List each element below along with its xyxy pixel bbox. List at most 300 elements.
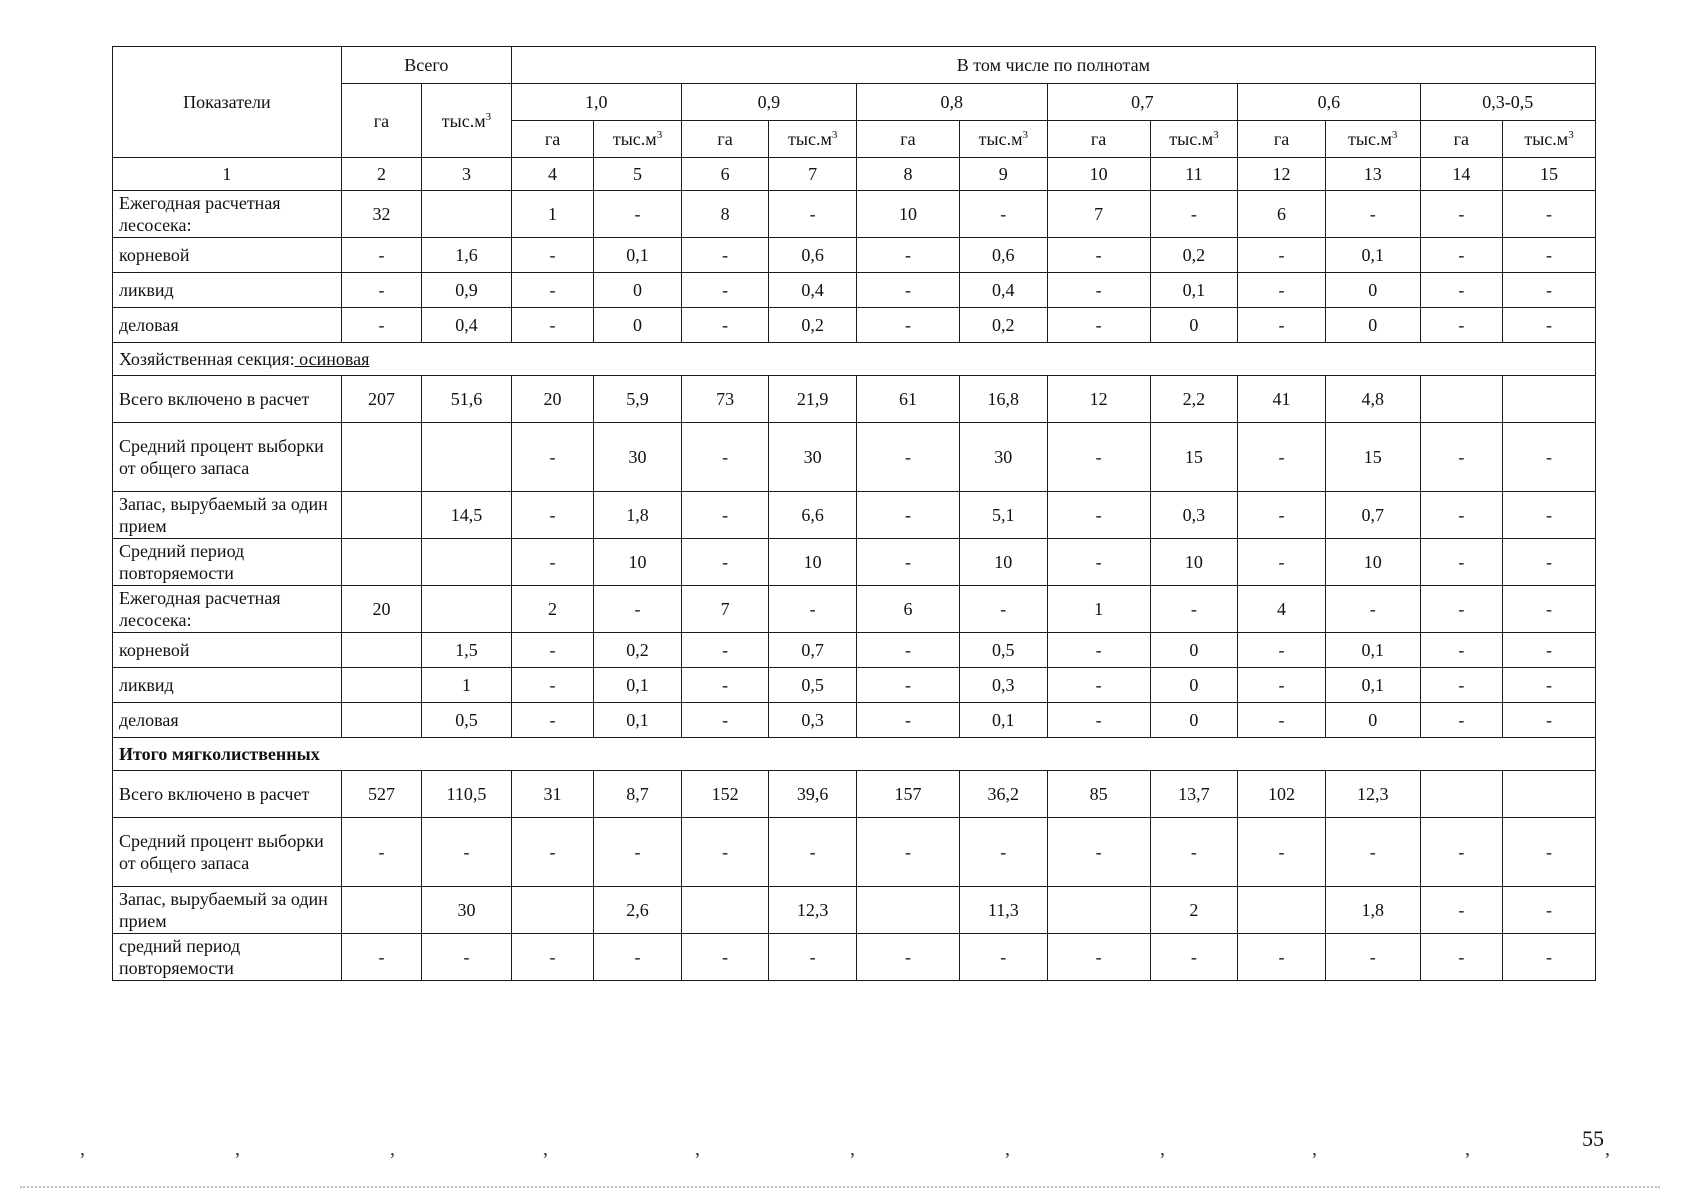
table-cell: 6 xyxy=(1238,191,1326,238)
table-cell: - xyxy=(511,539,593,586)
table-cell: - xyxy=(511,818,593,887)
unit-volume-header: $тыс.м^3$ xyxy=(769,121,857,158)
table-cell: 4 xyxy=(1238,586,1326,633)
table-cell xyxy=(341,492,421,539)
table-cell: - xyxy=(1238,492,1326,539)
table-cell: - xyxy=(1503,668,1596,703)
column-number: 4 xyxy=(511,158,593,191)
table-cell: 15 xyxy=(1150,423,1238,492)
table-cell: 12,3 xyxy=(1325,771,1420,818)
unit-volume-header: $тыс.м^3$ xyxy=(1325,121,1420,158)
table-cell: - xyxy=(1420,308,1502,343)
table-cell: - xyxy=(681,703,769,738)
table-cell: 14,5 xyxy=(422,492,512,539)
table-cell: 0 xyxy=(1150,703,1238,738)
row-label: Всего включено в расчет xyxy=(113,376,342,423)
table-cell: 0,3 xyxy=(960,668,1048,703)
table-cell: 20 xyxy=(341,586,421,633)
unit-volume-header: $тыс.м^3$ xyxy=(594,121,682,158)
table-cell: - xyxy=(856,818,959,887)
table-row xyxy=(113,238,1596,273)
header-total-ha: га xyxy=(341,84,421,158)
table-cell: - xyxy=(1238,423,1326,492)
table-cell: 16,8 xyxy=(960,376,1048,423)
row-label: ликвид xyxy=(113,273,342,308)
table-cell: 10 xyxy=(769,539,857,586)
section-row-aspen xyxy=(113,343,1596,376)
column-number: 12 xyxy=(1238,158,1326,191)
table-cell: 4,8 xyxy=(1325,376,1420,423)
table-cell: 0 xyxy=(1150,633,1238,668)
table-cell: - xyxy=(594,586,682,633)
table-cell: - xyxy=(1503,273,1596,308)
table-cell: - xyxy=(594,191,682,238)
table-container xyxy=(112,46,1596,981)
table-cell: - xyxy=(1420,238,1502,273)
column-number: 1 xyxy=(113,158,342,191)
table-cell: 1,5 xyxy=(422,633,512,668)
table-cell: - xyxy=(1420,586,1502,633)
table-cell xyxy=(1503,771,1596,818)
section-title: Хозяйственная секция: осиновая xyxy=(113,343,1596,376)
column-number: 8 xyxy=(856,158,959,191)
table-cell: 0,1 xyxy=(1150,273,1238,308)
table-cell: - xyxy=(1503,423,1596,492)
column-number: 9 xyxy=(960,158,1048,191)
table-cell: - xyxy=(1420,818,1502,887)
unit-volume-header: $тыс.м^3$ xyxy=(1150,121,1238,158)
table-cell: - xyxy=(681,668,769,703)
table-cell: 39,6 xyxy=(769,771,857,818)
unit-volume-header: $тыс.м^3$ xyxy=(960,121,1048,158)
column-number: 13 xyxy=(1325,158,1420,191)
table-row xyxy=(113,887,1596,934)
table-cell: - xyxy=(1503,934,1596,981)
table-cell: - xyxy=(341,273,421,308)
table-cell: - xyxy=(511,703,593,738)
row-label: корневой xyxy=(113,238,342,273)
table-cell: - xyxy=(1238,308,1326,343)
table-cell: - xyxy=(856,934,959,981)
table-cell: 7 xyxy=(681,586,769,633)
table-cell: 0,3 xyxy=(1150,492,1238,539)
table-cell: - xyxy=(1047,238,1150,273)
table-header xyxy=(113,47,1596,158)
table-cell: - xyxy=(681,273,769,308)
unit-ha-header: га xyxy=(511,121,593,158)
table-cell xyxy=(1238,887,1326,934)
column-number: 6 xyxy=(681,158,769,191)
header-total-vol: $тыс.м^3$ xyxy=(422,84,512,158)
table-cell: - xyxy=(681,539,769,586)
table-cell: 13,7 xyxy=(1150,771,1238,818)
table-cell: 0,1 xyxy=(1325,238,1420,273)
row-label: ликвид xyxy=(113,668,342,703)
table-cell: - xyxy=(341,308,421,343)
table-cell: - xyxy=(1150,818,1238,887)
table-cell: 5,1 xyxy=(960,492,1048,539)
table-cell: - xyxy=(769,934,857,981)
table-cell xyxy=(341,703,421,738)
table-cell: - xyxy=(1047,818,1150,887)
table-cell: - xyxy=(511,934,593,981)
unit-ha-header: га xyxy=(1238,121,1326,158)
table-cell: 0,1 xyxy=(960,703,1048,738)
table-cell: - xyxy=(681,238,769,273)
table-cell: - xyxy=(681,423,769,492)
density-header: 0,9 xyxy=(681,84,856,121)
table-cell: - xyxy=(1420,191,1502,238)
table-cell: - xyxy=(1503,887,1596,934)
table-cell: 0,5 xyxy=(422,703,512,738)
table-cell: - xyxy=(1503,238,1596,273)
table-cell: - xyxy=(511,633,593,668)
table-cell: 527 xyxy=(341,771,421,818)
header-including-density: В том числе по полнотам xyxy=(511,47,1595,84)
table-cell: - xyxy=(511,492,593,539)
table-cell: - xyxy=(1325,191,1420,238)
row-label: деловая xyxy=(113,703,342,738)
table-cell: - xyxy=(769,818,857,887)
table-cell: - xyxy=(1420,934,1502,981)
table-cell xyxy=(341,887,421,934)
table-cell: - xyxy=(1503,818,1596,887)
table-cell: - xyxy=(960,191,1048,238)
table-row xyxy=(113,308,1596,343)
table-cell: - xyxy=(1325,934,1420,981)
table-cell: - xyxy=(1420,633,1502,668)
table-cell xyxy=(1047,887,1150,934)
table-cell: 0,7 xyxy=(769,633,857,668)
table-cell: 0,5 xyxy=(769,668,857,703)
table-cell: 0,4 xyxy=(422,308,512,343)
table-cell xyxy=(1503,376,1596,423)
table-cell: - xyxy=(1420,423,1502,492)
table-cell: - xyxy=(341,934,421,981)
table-cell: - xyxy=(1238,934,1326,981)
row-label: Средний процент выборки от общего запаса xyxy=(113,423,342,492)
table-cell: 12,3 xyxy=(769,887,857,934)
density-header: 0,7 xyxy=(1047,84,1238,121)
table-cell: - xyxy=(1047,492,1150,539)
table-cell: - xyxy=(769,191,857,238)
table-cell: 0,1 xyxy=(1325,668,1420,703)
table-cell: - xyxy=(1503,633,1596,668)
table-cell: - xyxy=(1420,492,1502,539)
table-cell: 5,9 xyxy=(594,376,682,423)
column-number-row xyxy=(113,158,1596,191)
table-cell: - xyxy=(681,934,769,981)
table-cell: 41 xyxy=(1238,376,1326,423)
density-header: 0,8 xyxy=(856,84,1047,121)
table-cell: - xyxy=(422,818,512,887)
table-cell: 0 xyxy=(1325,308,1420,343)
table-cell: - xyxy=(1503,703,1596,738)
table-cell: - xyxy=(1420,539,1502,586)
table-cell: - xyxy=(1420,273,1502,308)
column-number: 15 xyxy=(1503,158,1596,191)
table-cell: - xyxy=(511,273,593,308)
table-cell: 0 xyxy=(594,273,682,308)
table-cell: 0,5 xyxy=(960,633,1048,668)
table-cell: - xyxy=(856,238,959,273)
table-cell: - xyxy=(511,668,593,703)
column-number: 7 xyxy=(769,158,857,191)
table-cell: 30 xyxy=(960,423,1048,492)
table-cell: 0,4 xyxy=(769,273,857,308)
table-cell: 10 xyxy=(960,539,1048,586)
table-row xyxy=(113,273,1596,308)
table-cell: - xyxy=(960,586,1048,633)
table-cell: 73 xyxy=(681,376,769,423)
table-cell: - xyxy=(1238,273,1326,308)
column-number: 5 xyxy=(594,158,682,191)
table-cell: - xyxy=(341,818,421,887)
table-cell: 152 xyxy=(681,771,769,818)
unit-volume-header: $тыс.м^3$ xyxy=(1503,121,1596,158)
table-row xyxy=(113,818,1596,887)
table-cell: 0 xyxy=(1325,273,1420,308)
table-cell: - xyxy=(1503,191,1596,238)
table-cell: 10 xyxy=(1325,539,1420,586)
table-cell: - xyxy=(1047,273,1150,308)
table-row xyxy=(113,633,1596,668)
unit-ha-header: га xyxy=(1047,121,1150,158)
table-cell: 2,6 xyxy=(594,887,682,934)
table-cell: - xyxy=(1325,818,1420,887)
row-label: деловая xyxy=(113,308,342,343)
table-cell: - xyxy=(594,934,682,981)
table-cell: - xyxy=(1047,539,1150,586)
table-cell: 6,6 xyxy=(769,492,857,539)
table-cell: - xyxy=(1503,539,1596,586)
table-cell: 0,7 xyxy=(1325,492,1420,539)
row-label: Ежегодная расчетная лесосека: xyxy=(113,586,342,633)
table-cell: 1 xyxy=(422,668,512,703)
table-cell: 11,3 xyxy=(960,887,1048,934)
row-label: Средний процент выборки от общего запаса xyxy=(113,818,342,887)
table-cell: - xyxy=(511,423,593,492)
table-cell: - xyxy=(1150,191,1238,238)
table-cell: - xyxy=(1503,586,1596,633)
table-cell: - xyxy=(1503,308,1596,343)
table-cell: 0,9 xyxy=(422,273,512,308)
table-cell: 21,9 xyxy=(769,376,857,423)
table-cell: - xyxy=(1238,238,1326,273)
table-cell xyxy=(341,668,421,703)
table-cell: - xyxy=(1047,308,1150,343)
table-cell: - xyxy=(856,668,959,703)
table-cell xyxy=(422,539,512,586)
page-number: 55 xyxy=(1582,1126,1604,1151)
density-header: 0,6 xyxy=(1238,84,1420,121)
table-body xyxy=(113,158,1596,981)
column-number: 11 xyxy=(1150,158,1238,191)
table-cell: 0,3 xyxy=(769,703,857,738)
table-cell xyxy=(1420,376,1502,423)
forest-data-table xyxy=(112,46,1596,981)
table-cell: 8,7 xyxy=(594,771,682,818)
section-row-softwood-total xyxy=(113,738,1596,771)
table-cell xyxy=(856,887,959,934)
table-cell: 0,6 xyxy=(769,238,857,273)
table-cell: 207 xyxy=(341,376,421,423)
table-cell: - xyxy=(960,818,1048,887)
table-cell: - xyxy=(1238,633,1326,668)
table-cell xyxy=(422,423,512,492)
column-number: 3 xyxy=(422,158,512,191)
section-title: Итого мягколиственных xyxy=(113,738,1596,771)
table-cell: - xyxy=(1325,586,1420,633)
table-cell xyxy=(422,191,512,238)
table-cell: - xyxy=(681,818,769,887)
table-cell: 0,1 xyxy=(594,668,682,703)
table-cell: 0,1 xyxy=(594,238,682,273)
table-cell: 0,2 xyxy=(1150,238,1238,273)
table-cell: 1,8 xyxy=(594,492,682,539)
table-cell: 0 xyxy=(1150,668,1238,703)
table-cell: 20 xyxy=(511,376,593,423)
table-cell: 30 xyxy=(422,887,512,934)
table-cell: - xyxy=(856,423,959,492)
table-cell: - xyxy=(1420,668,1502,703)
table-cell: - xyxy=(856,308,959,343)
table-cell: - xyxy=(1150,586,1238,633)
table-cell xyxy=(422,586,512,633)
table-cell: 51,6 xyxy=(422,376,512,423)
table-row xyxy=(113,934,1596,981)
table-row xyxy=(113,668,1596,703)
table-cell: 0,1 xyxy=(594,703,682,738)
table-cell: 102 xyxy=(1238,771,1326,818)
table-row xyxy=(113,376,1596,423)
table-row xyxy=(113,191,1596,238)
row-label: Всего включено в расчет xyxy=(113,771,342,818)
table-cell: 30 xyxy=(769,423,857,492)
table-cell: - xyxy=(681,308,769,343)
table-cell: - xyxy=(1238,818,1326,887)
table-row xyxy=(113,703,1596,738)
table-cell: - xyxy=(856,273,959,308)
table-cell: - xyxy=(769,586,857,633)
row-label: Запас, вырубаемый за один прием xyxy=(113,887,342,934)
row-label: корневой xyxy=(113,633,342,668)
table-cell: 0,1 xyxy=(1325,633,1420,668)
table-cell: 61 xyxy=(856,376,959,423)
header-indicators: Показатели xyxy=(113,47,342,158)
table-cell: - xyxy=(856,633,959,668)
table-cell: - xyxy=(960,934,1048,981)
table-cell: - xyxy=(1238,668,1326,703)
scan-border-line xyxy=(20,1186,1660,1188)
table-row xyxy=(113,539,1596,586)
row-label: средний период повторяемости xyxy=(113,934,342,981)
table-cell: 2 xyxy=(511,586,593,633)
table-cell: 2 xyxy=(1150,887,1238,934)
table-cell: - xyxy=(681,633,769,668)
table-cell: 157 xyxy=(856,771,959,818)
table-cell: - xyxy=(856,492,959,539)
table-cell: 8 xyxy=(681,191,769,238)
table-cell: - xyxy=(1150,934,1238,981)
unit-ha-header: га xyxy=(1420,121,1502,158)
table-row xyxy=(113,492,1596,539)
table-cell: 0,2 xyxy=(769,308,857,343)
table-cell: 0,2 xyxy=(594,633,682,668)
table-cell: 1 xyxy=(511,191,593,238)
table-cell xyxy=(681,887,769,934)
table-cell: 30 xyxy=(594,423,682,492)
table-cell: - xyxy=(1047,423,1150,492)
scan-artifacts: , , , , , , , , , , , xyxy=(80,1138,1610,1160)
table-cell: - xyxy=(1503,492,1596,539)
table-cell: 1,8 xyxy=(1325,887,1420,934)
table-cell: 0,2 xyxy=(960,308,1048,343)
table-cell: 7 xyxy=(1047,191,1150,238)
table-cell: 2,2 xyxy=(1150,376,1238,423)
column-number: 10 xyxy=(1047,158,1150,191)
table-cell xyxy=(341,423,421,492)
table-cell: - xyxy=(511,238,593,273)
table-cell: 1,6 xyxy=(422,238,512,273)
row-label: Средний период повторяемости xyxy=(113,539,342,586)
header-total: Всего xyxy=(341,47,511,84)
table-cell: - xyxy=(511,308,593,343)
table-cell: 32 xyxy=(341,191,421,238)
table-cell: 110,5 xyxy=(422,771,512,818)
table-cell: - xyxy=(1047,703,1150,738)
table-cell: 10 xyxy=(856,191,959,238)
table-cell: 0,4 xyxy=(960,273,1048,308)
table-cell: - xyxy=(1238,539,1326,586)
table-cell: 0 xyxy=(1150,308,1238,343)
table-cell: - xyxy=(1047,934,1150,981)
column-number: 2 xyxy=(341,158,421,191)
table-cell: - xyxy=(681,492,769,539)
column-number: 14 xyxy=(1420,158,1502,191)
table-cell xyxy=(341,539,421,586)
table-cell: 12 xyxy=(1047,376,1150,423)
table-cell xyxy=(511,887,593,934)
table-cell: - xyxy=(1047,633,1150,668)
table-cell: 1 xyxy=(1047,586,1150,633)
table-cell: - xyxy=(856,539,959,586)
table-cell: 0,6 xyxy=(960,238,1048,273)
table-cell xyxy=(1420,771,1502,818)
table-cell: - xyxy=(1047,668,1150,703)
unit-ha-header: га xyxy=(681,121,769,158)
table-cell: 85 xyxy=(1047,771,1150,818)
table-row xyxy=(113,586,1596,633)
table-cell: 10 xyxy=(594,539,682,586)
table-cell: 6 xyxy=(856,586,959,633)
table-cell: 15 xyxy=(1325,423,1420,492)
density-header: 1,0 xyxy=(511,84,681,121)
table-cell: - xyxy=(341,238,421,273)
density-header: 0,3-0,5 xyxy=(1420,84,1595,121)
table-cell: - xyxy=(422,934,512,981)
table-cell: - xyxy=(856,703,959,738)
table-row xyxy=(113,771,1596,818)
table-cell: 0 xyxy=(594,308,682,343)
table-cell xyxy=(341,633,421,668)
table-cell: - xyxy=(1420,703,1502,738)
row-label: Запас, вырубаемый за один прием xyxy=(113,492,342,539)
row-label: Ежегодная расчетная лесосека: xyxy=(113,191,342,238)
table-cell: - xyxy=(594,818,682,887)
table-cell: 0 xyxy=(1325,703,1420,738)
table-row xyxy=(113,423,1596,492)
